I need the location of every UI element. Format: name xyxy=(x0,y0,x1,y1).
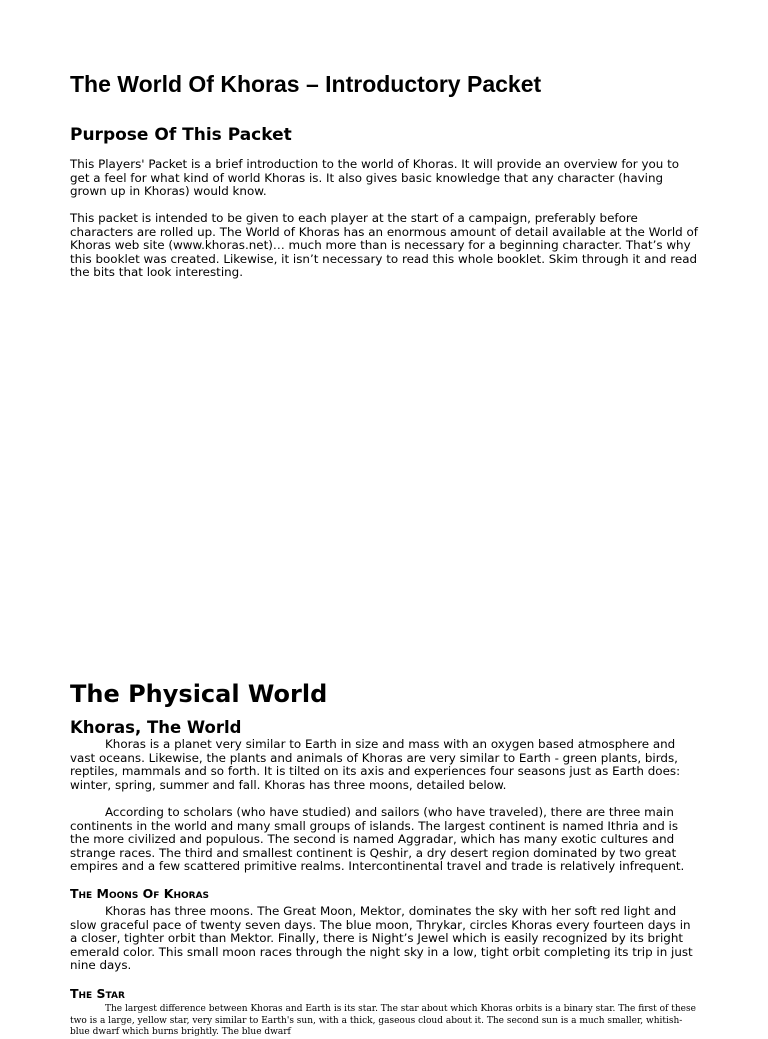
physical-world-heading: The Physical World xyxy=(70,680,328,708)
purpose-paragraph-2: This packet is intended to be given to each player at the start of a campaign, preferably before characters are rolled up. The World of Khoras has an enormous amount of detail available at the World of Khoras web site (www.khoras.net)… much more than is necessary for a beginning character. That’s why this booklet was created. Likewise, it isn’t necessary to read this whole booklet. Skim through it and read the bits that look interesting. xyxy=(70,211,698,280)
moons-paragraph: Khoras has three moons. The Great Moon, Mektor, dominates the sky with her soft red light and slow graceful pace of twenty seven days. The blue moon, Thrykar, circles Khoras every fourteen days in a closer, tighter orbit than Mektor. Finally, there is Night’s Jewel which is easily recognized by its bright emerald color. This small moon races through the night sky in a low, tight orbit completing its trip in just nine days. xyxy=(70,904,693,973)
purpose-heading: Purpose Of This Packet xyxy=(70,125,292,145)
purpose-paragraph-1: This Players' Packet is a brief introduction to the world of Khoras. It will provide an overview for you to get a feel for what kind of world Khoras is. It also gives basic knowledge that any character (having grown up in Khoras) would know. xyxy=(70,157,680,199)
khoras-paragraph-2: According to scholars (who have studied) and sailors (who have traveled), there are three main continents in the world and many small groups of islands. The largest continent is named Ithria and is the more civilized and populous. The second is named Aggradar, which has many exotic cultures and strange races. The third and smallest continent is Qeshir, a dry desert region dominated by two great empires and a few scattered primitive realms. Intercontinental travel and trade is relatively infrequent. xyxy=(70,805,685,874)
khoras-world-heading: Khoras, The World xyxy=(70,718,242,737)
khoras-paragraph-1: Khoras is a planet very similar to Earth in size and mass with an oxygen based atmosphere and vast oceans. Likewise, the plants and animals of Khoras are very similar to Earth - green plants, birds, reptiles, mammals and so forth. It is tilted on its axis and experiences four seasons just as Earth does: winter, spring, summer and fall. Khoras has three moons, detailed below. xyxy=(70,737,681,792)
document-title: The World Of Khoras – Introductory Packet xyxy=(70,71,542,97)
moons-heading: The Moons Of Khoras xyxy=(70,886,210,901)
star-heading: The Star xyxy=(70,986,125,1001)
star-paragraph: The largest difference between Khoras and Earth is its star. The star about which Khoras orbits is a binary star. The first of these two is a large, yellow star, very similar to Earth's sun, with a thick, gaseous cloud about it. The second sun is a much smaller, whitish-blue dwarf which burns brightly. The blue dwarf xyxy=(70,1004,696,1037)
